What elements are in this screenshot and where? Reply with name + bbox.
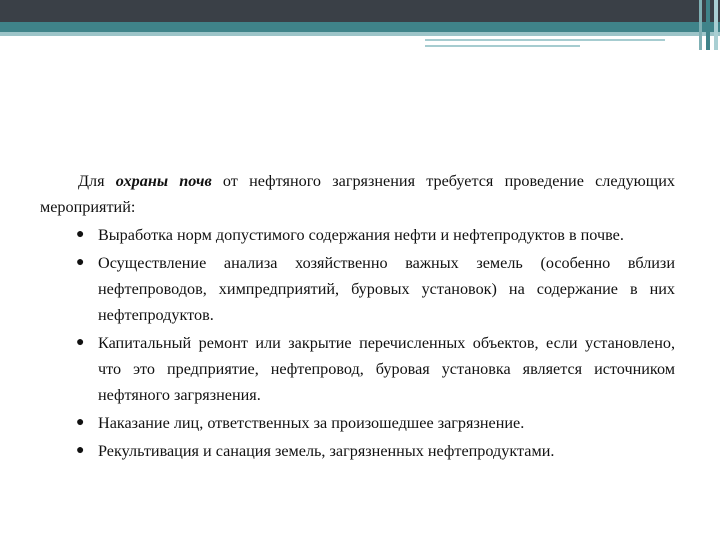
list-item — [40, 250, 675, 328]
bullet-icon: ● — [76, 335, 85, 350]
intro-emphasis: охраны почв — [115, 172, 212, 190]
list-item-text: Наказание лиц, ответственных за произошедшее загрязнение. — [98, 414, 525, 432]
list-item-text: Выработка норм допустимого содержания нефти и нефтепродуктов в почве. — [98, 226, 624, 244]
decorative-line — [425, 45, 580, 47]
list-item — [40, 410, 675, 436]
bullet-icon: ● — [76, 415, 85, 430]
intro-paragraph — [40, 168, 675, 220]
header-light-stripe — [0, 32, 720, 36]
bullet-icon: ● — [76, 255, 85, 270]
list-item-text: Осуществление анализа хозяйственно важных земель (особенно вблизи нефтепроводов, химпредприятий, буровых установок) на содержание в них нефтепродуктов. — [98, 254, 675, 324]
header-accent-stripe — [0, 22, 720, 32]
bullet-icon: ● — [76, 443, 85, 458]
intro-prefix: Для — [78, 172, 116, 190]
list-item — [40, 438, 675, 464]
list-item-text: Рекультивация и санация земель, загрязненных нефтепродуктами. — [98, 442, 555, 460]
list-item — [40, 222, 675, 248]
decorative-line — [425, 39, 665, 41]
list-item-text: Капитальный ремонт или закрытие перечисленных объектов, если установлено, что это предприятие, нефтепровод, буровая установка является источником нефтяного загрязнения. — [98, 334, 675, 404]
intro-suffix: от нефтяного загрязнения требуется проведение следующих мероприятий: — [40, 172, 675, 216]
bullet-icon: ● — [76, 227, 85, 242]
slide-header-bar — [0, 0, 720, 22]
measures-list — [40, 222, 675, 464]
slide-body — [40, 168, 675, 466]
list-item — [40, 330, 675, 408]
right-edge-decoration — [692, 0, 720, 50]
